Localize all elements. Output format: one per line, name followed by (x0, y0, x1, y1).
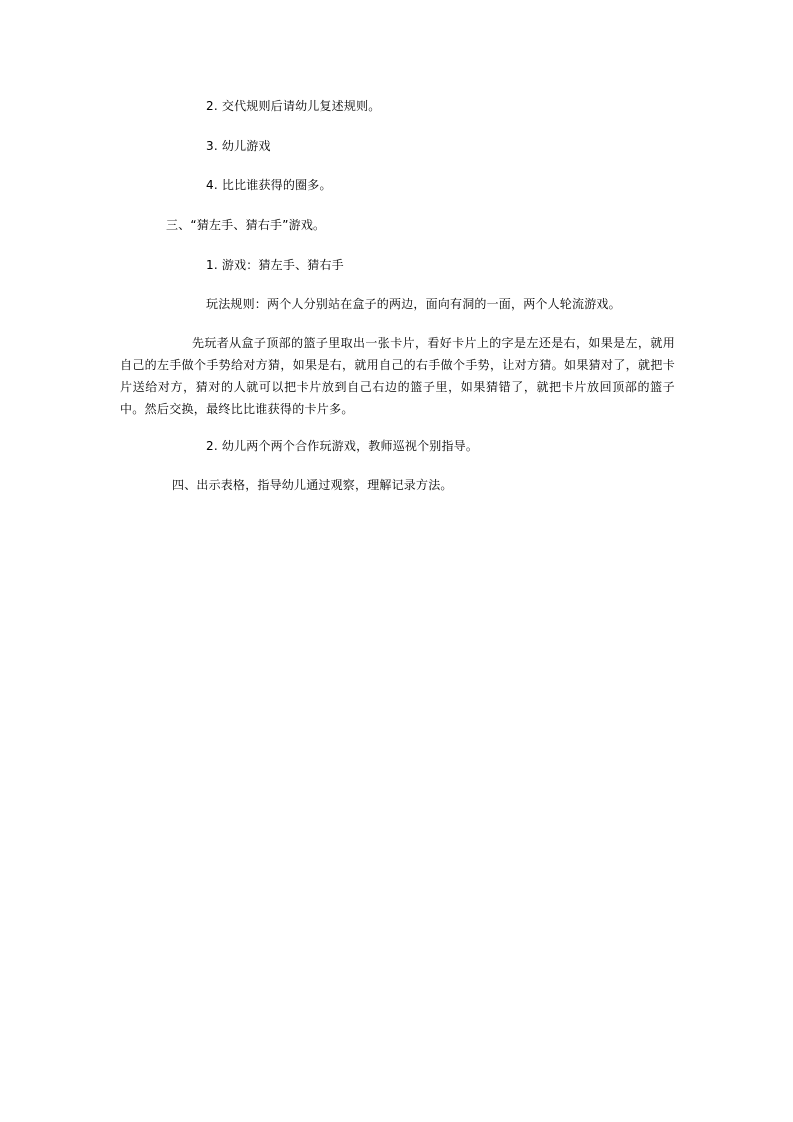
step-3-play-text: 3. 幼儿游戏 (206, 139, 271, 153)
step-2-rules-text: 2. 交代规则后请幼儿复述规则。 (206, 99, 381, 113)
section-3-heading: 三、“猜左手、猜右手”游戏。 (166, 218, 326, 232)
game-item-1-text: 1. 游戏：猜左手、猜右手 (206, 258, 344, 272)
step-4-compare-text: 4. 比比谁获得的圈多。 (206, 178, 332, 192)
game-item-2-text: 2. 幼儿两个两个合作玩游戏，教师巡视个别指导。 (206, 439, 479, 453)
game-description-paragraph: 先玩者从盒子顶部的篮子里取出一张卡片，看好卡片上的字是左还是右，如果是左，就用自己的左手做个手势给对方猜，如果是右，就用自己的右手做个手势，让对方猜。如果猜对了，就把卡片送给对方，猜对的人就可以把卡片放到自己右边的篮子里，如果猜错了，就把卡片放回顶部的篮子中。然后交换，最终比比谁获得的卡片多。 (120, 336, 675, 416)
section-4-heading: 四、出示表格，指导幼儿通过观察，理解记录方法。 (172, 478, 453, 492)
game-rules-text: 玩法规则：两个人分别站在盒子的两边，面向有洞的一面，两个人轮流游戏。 (206, 297, 621, 311)
